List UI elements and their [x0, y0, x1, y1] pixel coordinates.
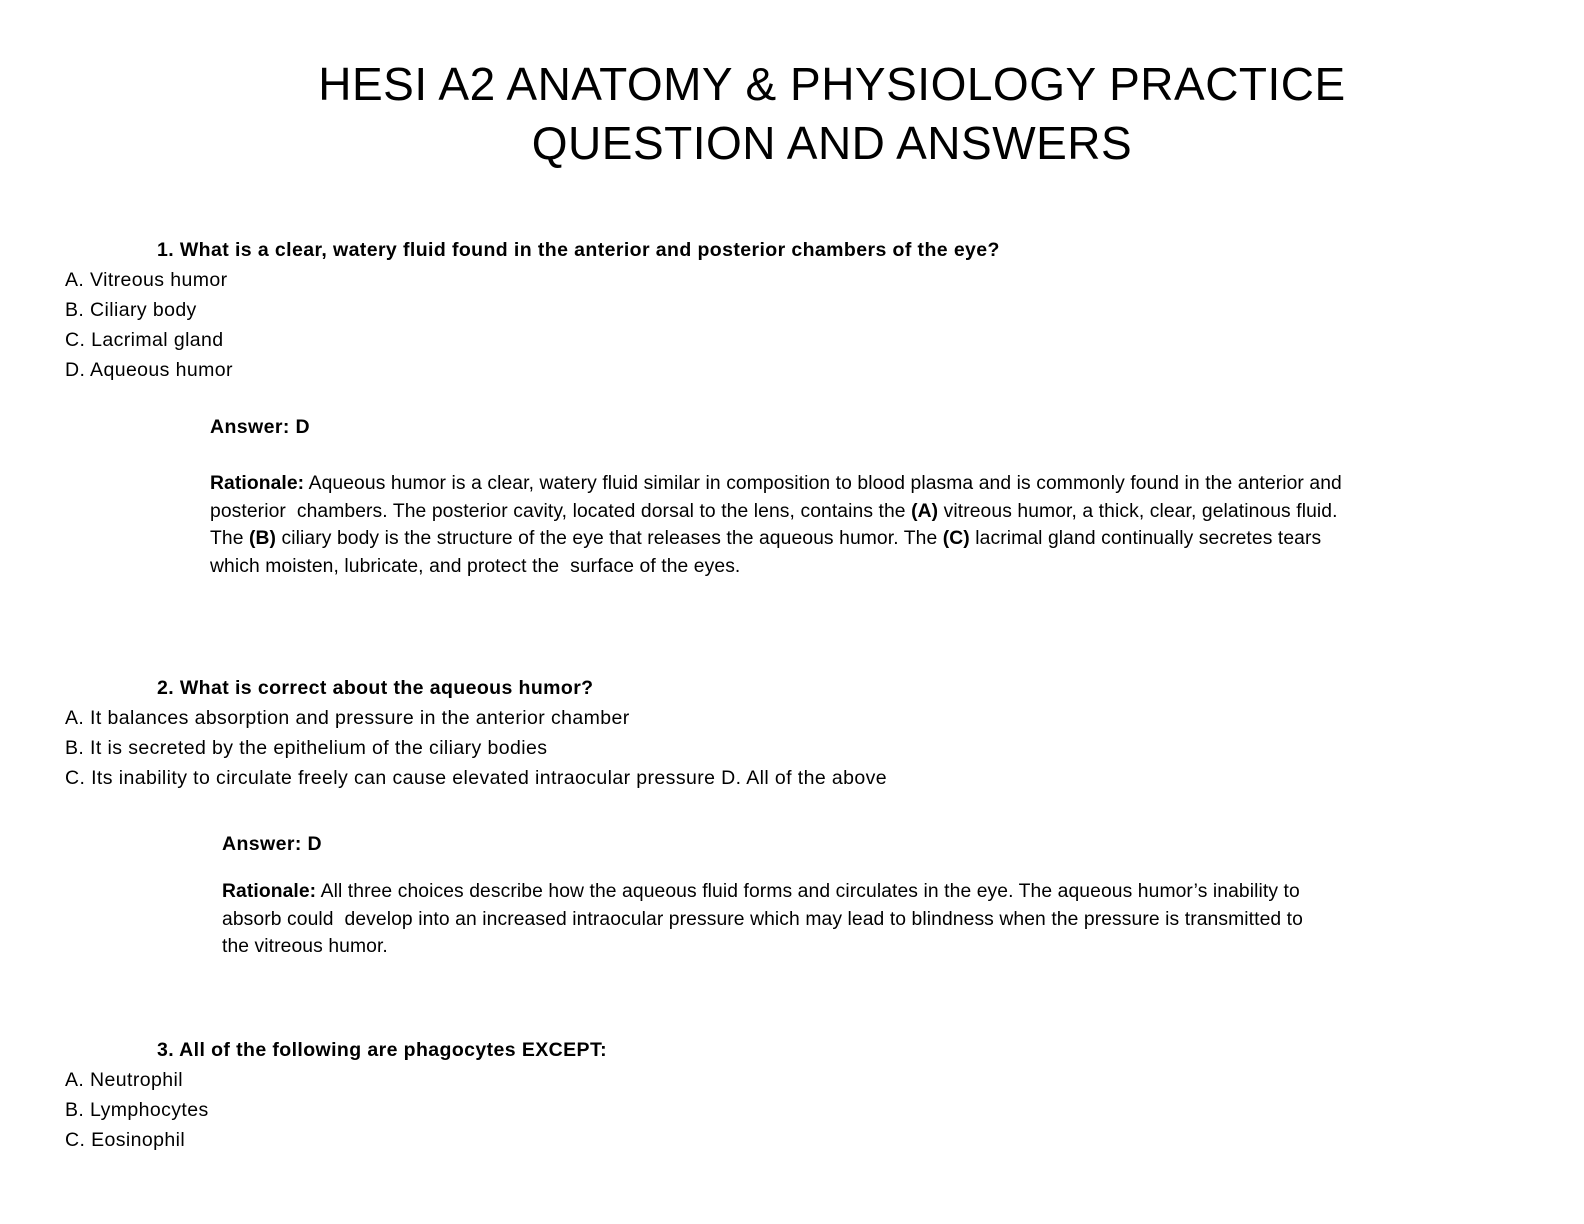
question-1-text: 1. What is a clear, watery fluid found in the anterior and posterior chambers of the eye? — [157, 239, 1000, 261]
rationale-line: posterior chambers. The posterior cavity, located dorsal to the lens, contains the (A) vitreous humor, a thick, clear, gelatinous fluid. — [210, 500, 1338, 522]
question-1-option-b: B. Ciliary body — [65, 299, 197, 321]
question-3-option-b: B. Lymphocytes — [65, 1098, 209, 1121]
document-title — [80, 0, 1584, 173]
question-1-option-d: D. Aqueous humor — [65, 359, 233, 381]
question-block-2 — [0, 673, 1584, 961]
question-1-option-a: A. Vitreous humor — [65, 269, 228, 291]
rationale-line: which moisten, lubricate, and protect the surface of the eyes. — [210, 555, 741, 577]
question-3-option-a: A. Neutrophil — [65, 1068, 183, 1091]
rationale-line: The (B) ciliary body is the structure of the eye that releases the aqueous humor. The (C) lacrimal gland continually secretes tears — [210, 528, 1322, 549]
question-2-option-a: A. It balances absorption and pressure in the anterior chamber — [65, 707, 630, 729]
question-2-option-c: C. Its inability to circulate freely can cause elevated intraocular pressure D. All of the above — [65, 767, 888, 789]
question-2-text: 2. What is correct about the aqueous humor? — [157, 677, 594, 699]
document-title-line-1: HESI A2 ANATOMY & PHYSIOLOGY PRACTICE — [318, 58, 1346, 110]
question-3-option-c: C. Eosinophil — [65, 1128, 186, 1151]
question-block-1 — [0, 235, 1584, 580]
rationale-line: absorb could develop into an increased intraocular pressure which may lead to blindness when the pressure is transmitted to — [222, 908, 1303, 930]
question-1-option-c: C. Lacrimal gland — [65, 329, 224, 351]
rationale-line: Rationale: All three choices describe how the aqueous fluid forms and circulates in the eye. The aqueous humor’s inability to — [222, 881, 1300, 902]
rationale-line: the vitreous humor. — [222, 936, 388, 957]
question-2-option-b: B. It is secreted by the epithelium of the ciliary bodies — [65, 737, 548, 759]
question-block-3 — [0, 1035, 1584, 1155]
document-title-line-2: QUESTION AND ANSWERS — [531, 117, 1133, 169]
question-2-answer-label: Answer: D — [222, 833, 323, 855]
question-2-rationale-text — [222, 878, 1584, 961]
question-3-text: 3. All of the following are phagocytes EXCEPT: — [157, 1038, 607, 1061]
question-1-rationale-text — [210, 470, 1584, 580]
question-1-answer-label: Answer: D — [210, 416, 311, 438]
rationale-line: Rationale: Aqueous humor is a clear, watery fluid similar in composition to blood plasma and is commonly found in the anterior and — [210, 473, 1342, 494]
